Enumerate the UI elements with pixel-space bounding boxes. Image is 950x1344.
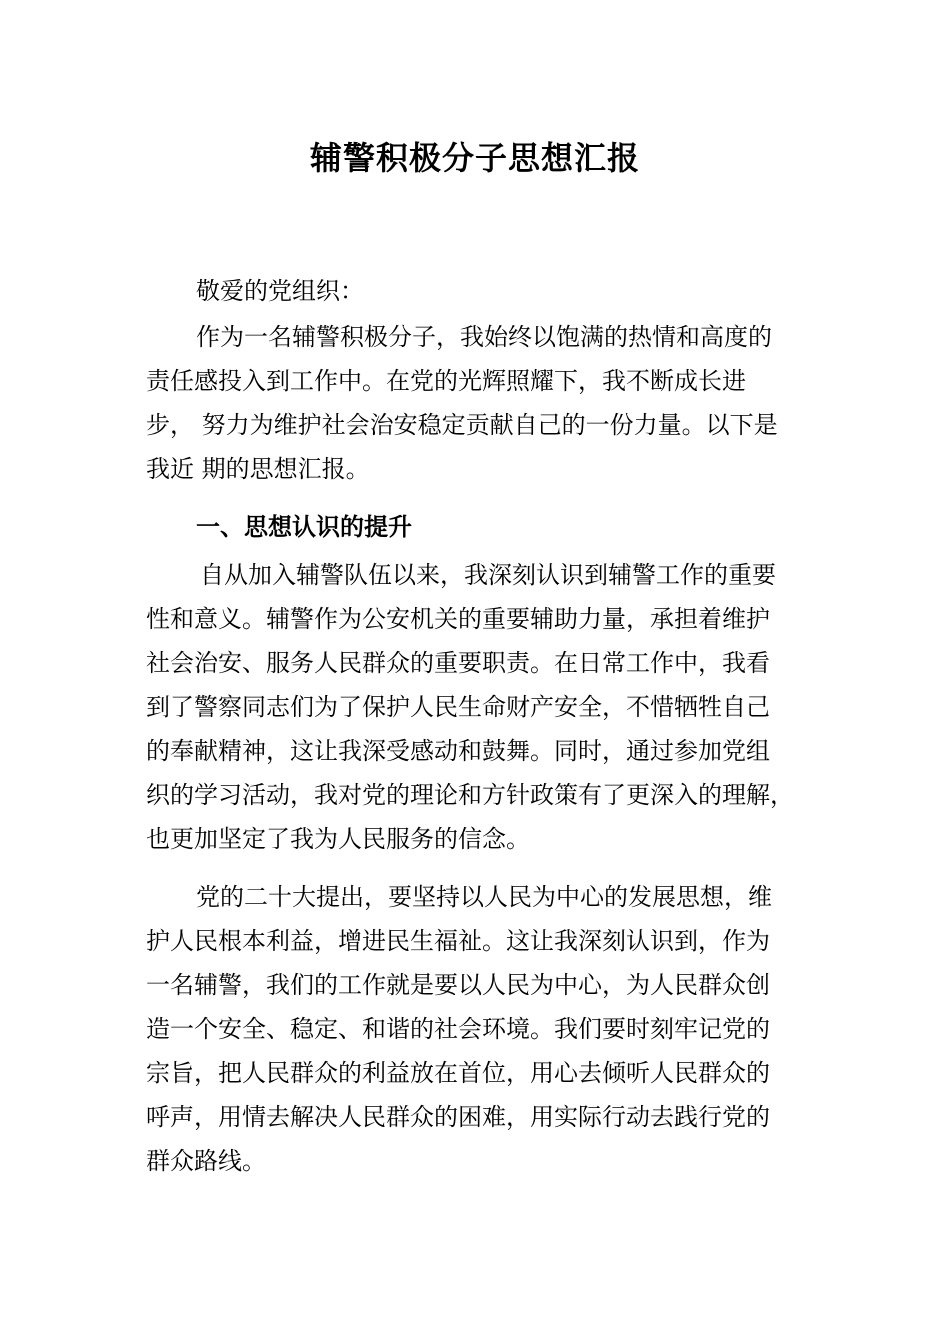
paragraph-line: 社会治安、服务人民群众的重要职责。在日常工作中，我看: [146, 649, 770, 677]
paragraph-line: 一名辅警，我们的工作就是要以人民为中心，为人民群众创: [146, 971, 770, 999]
paragraph-line: 织的学习活动，我对党的理论和方针政策有了更深入的理解，: [146, 781, 794, 809]
paragraph-line: 呼声，用情去解决人民群众的困难，用实际行动去践行党的: [146, 1103, 770, 1131]
paragraph-line: 的奉献精神，这让我深受感动和鼓舞。同时，通过参加党组: [146, 737, 770, 765]
document-title: 辅警积极分子思想汇报: [309, 139, 640, 177]
paragraph-line: 群众路线。: [146, 1147, 266, 1175]
paragraph-line: 党的二十大提出，要坚持以人民为中心的发展思想，维: [196, 883, 772, 911]
paragraph-line: 到了警察同志们为了保护人民生命财产安全，不惜牺牲自己: [146, 693, 770, 721]
intro-line: 作为一名辅警积极分子，我始终以饱满的热情和高度的: [196, 323, 772, 351]
salutation: 敬爱的党组织：: [196, 277, 364, 305]
paragraph-line: 护人民根本利益，增进民生福祉。这让我深刻认识到，作为: [146, 927, 770, 955]
paragraph-line: 自从加入辅警队伍以来，我深刻认识到辅警工作的重要: [200, 561, 776, 589]
paragraph-line: 宗旨，把人民群众的利益放在首位，用心去倾听人民群众的: [146, 1059, 770, 1087]
intro-line: 步， 努力为维护社会治安稳定贡献自己的一份力量。以下是: [146, 411, 778, 439]
paragraph-line: 造一个安全、稳定、和谐的社会环境。我们要时刻牢记党的: [146, 1015, 770, 1043]
intro-line: 我近 期的思想汇报。: [146, 455, 370, 483]
section-heading: 一、思想认识的提升: [196, 513, 412, 541]
paragraph-line: 也更加坚定了我为人民服务的信念。: [146, 825, 530, 853]
paragraph-line: 性和意义。辅警作为公安机关的重要辅助力量，承担着维护: [146, 605, 770, 633]
intro-line: 责任感投入到工作中。在党的光辉照耀下，我不断成长进: [146, 367, 746, 395]
